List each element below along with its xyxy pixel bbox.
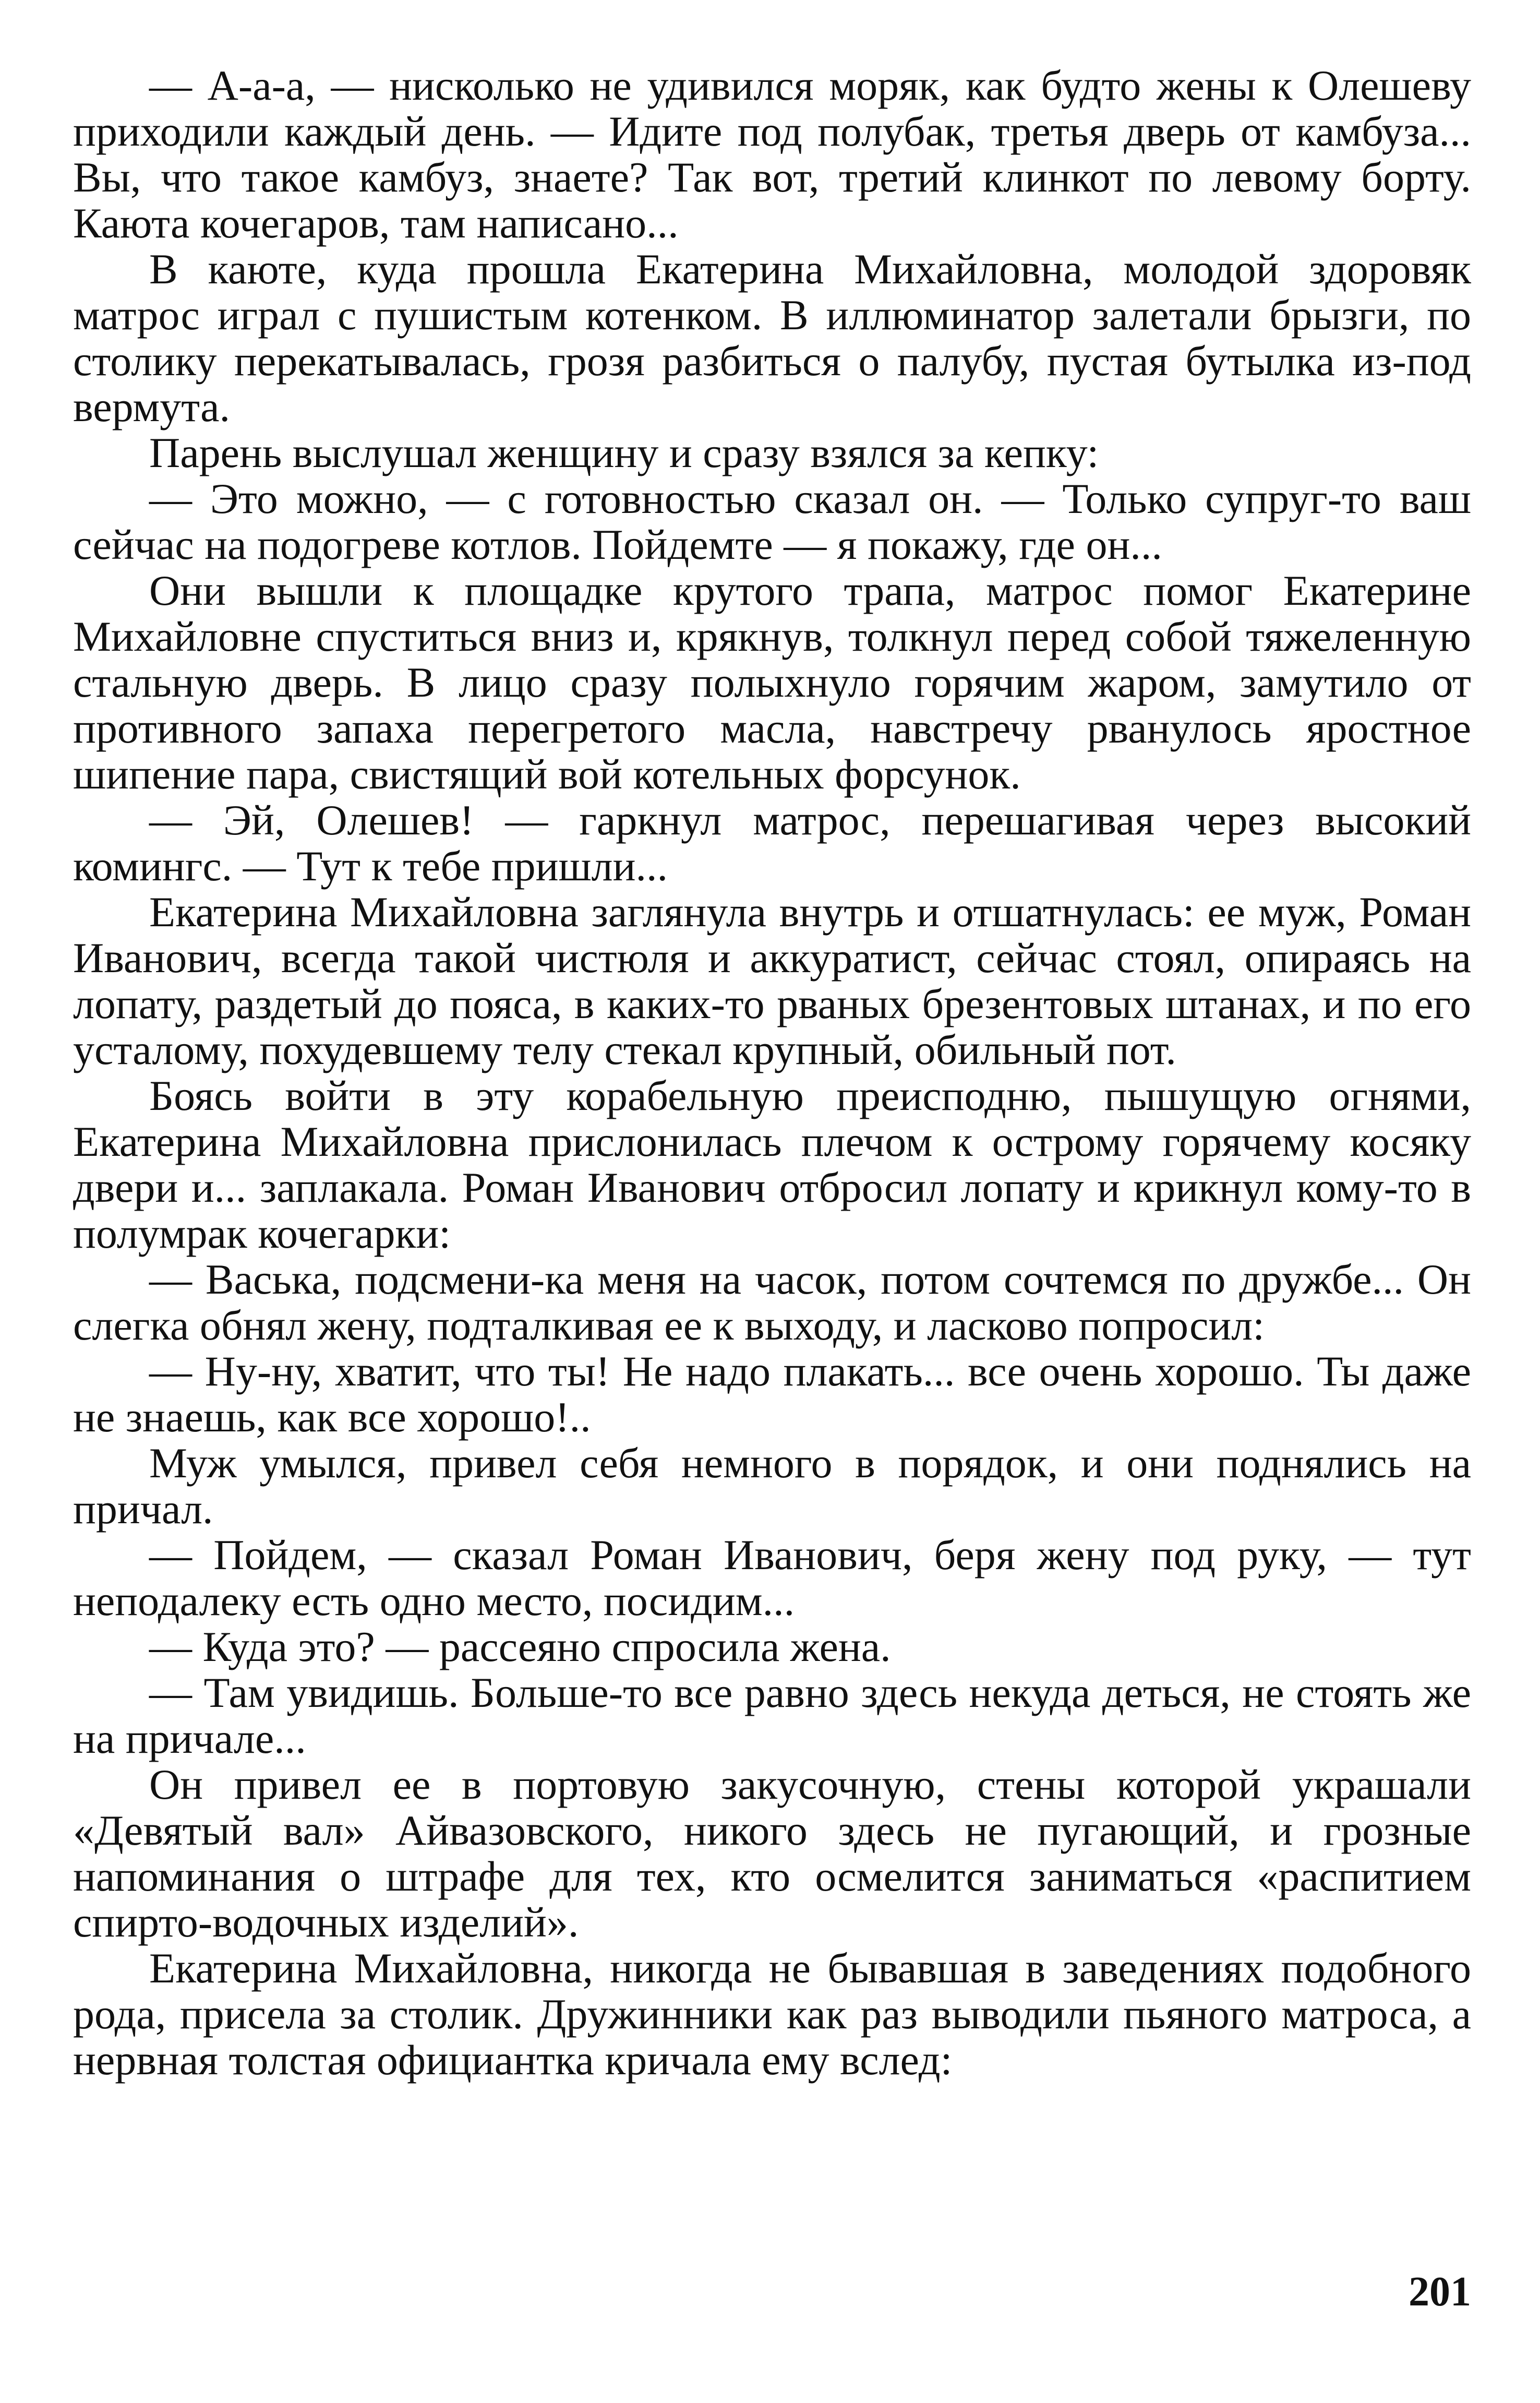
body-text [73, 63, 1471, 2083]
paragraph: — А-а-а, — нисколько не удивился моряк, как будто жены к Олешеву приходили каждый день. — Идите под полубак, третья дверь от камбуза... Вы, что такое камбуз, знаете? Так вот, третий клинкот по левому борту. Каюта кочегаров, там написано... [73, 62, 1471, 247]
paragraph: Екатерина Михайловна, никогда не бывавшая в заведениях подобного рода, присела за столик. Дружинники как раз выводили пьяного матроса, а нервная толстая официантка кричала ему вслед: [73, 1944, 1471, 2084]
paragraph: — Куда это? — рассеяно спросила жена. [149, 1623, 891, 1670]
paragraph: Он привел ее в портовую закусочную, стены которой украшали «Девятый вал» Айвазовского, никого здесь не пугающий, и грозные напоминания о штрафе для тех, кто осмелится заниматься «распитием спирто-водочных изделий». [73, 1761, 1471, 1946]
paragraph: — Ну-ну, хватит, что ты! Не надо плакать... все очень хорошо. Ты даже не знаешь, как все хорошо!.. [73, 1347, 1471, 1441]
paragraph: Парень выслушал женщину и сразу взялся за кепку: [149, 429, 1099, 476]
paragraph: Они вышли к площадке крутого трапа, матрос помог Екатерине Михайловне спуститься вниз и, крякнув, толкнул перед собой тяжеленную стальную дверь. В лицо сразу полыхнуло горячим жаром, замутило от противного запаха перегретого масла, навстречу рванулось яростное шипение пара, свистящий вой котельных форсунок. [73, 567, 1471, 798]
paragraph: Екатерина Михайловна заглянула внутрь и отшатнулась: ее муж, Роман Иванович, всегда такой чистюля и аккуратист, сейчас стоял, опираясь на лопату, раздетый до пояса, в каких-то рваных брезентовых штанах, и по его усталому, похудевшему телу стекал крупный, обильный пот. [73, 888, 1471, 1073]
paragraph: — Васька, подсмени-ка меня на часок, потом сочтемся по дружбе... Он слегка обнял жену, подталкивая ее к выходу, и ласково попросил: [73, 1256, 1471, 1349]
page-number: 201 [1409, 2269, 1471, 2315]
paragraph: — Эй, Олешев! — гаркнул матрос, перешагивая через высокий комингс. — Тут к тебе пришли... [73, 796, 1471, 890]
paragraph: Боясь войти в эту корабельную преисподню, пышущую огнями, Екатерина Михайловна прислонилась плечом к острому горячему косяку двери и... заплакала. Роман Иванович отбросил лопату и крикнул кому-то в полумрак кочегарки: [73, 1072, 1471, 1257]
paragraph: Муж умылся, привел себя немного в порядок, и они поднялись на причал. [73, 1439, 1471, 1533]
paragraph: В каюте, куда прошла Екатерина Михайловна, молодой здоровяк матрос играл с пушистым котенком. В иллюминатор залетали брызги, по столику перекатывалась, грозя разбиться о палубу, пустая бутылка из-под вермута. [73, 245, 1471, 431]
paragraph: — Это можно, — с готовностью сказал он. — Только супруг-то ваш сейчас на подогреве котлов. Пойдемте — я покажу, где он... [73, 475, 1471, 568]
paragraph: — Пойдем, — сказал Роман Иванович, беря жену под руку, — тут неподалеку есть одно место, посидим... [73, 1531, 1471, 1624]
book-page [73, 63, 1471, 2390]
paragraph: — Там увидишь. Больше-то все равно здесь некуда деться, не стоять же на причале... [73, 1669, 1471, 1762]
